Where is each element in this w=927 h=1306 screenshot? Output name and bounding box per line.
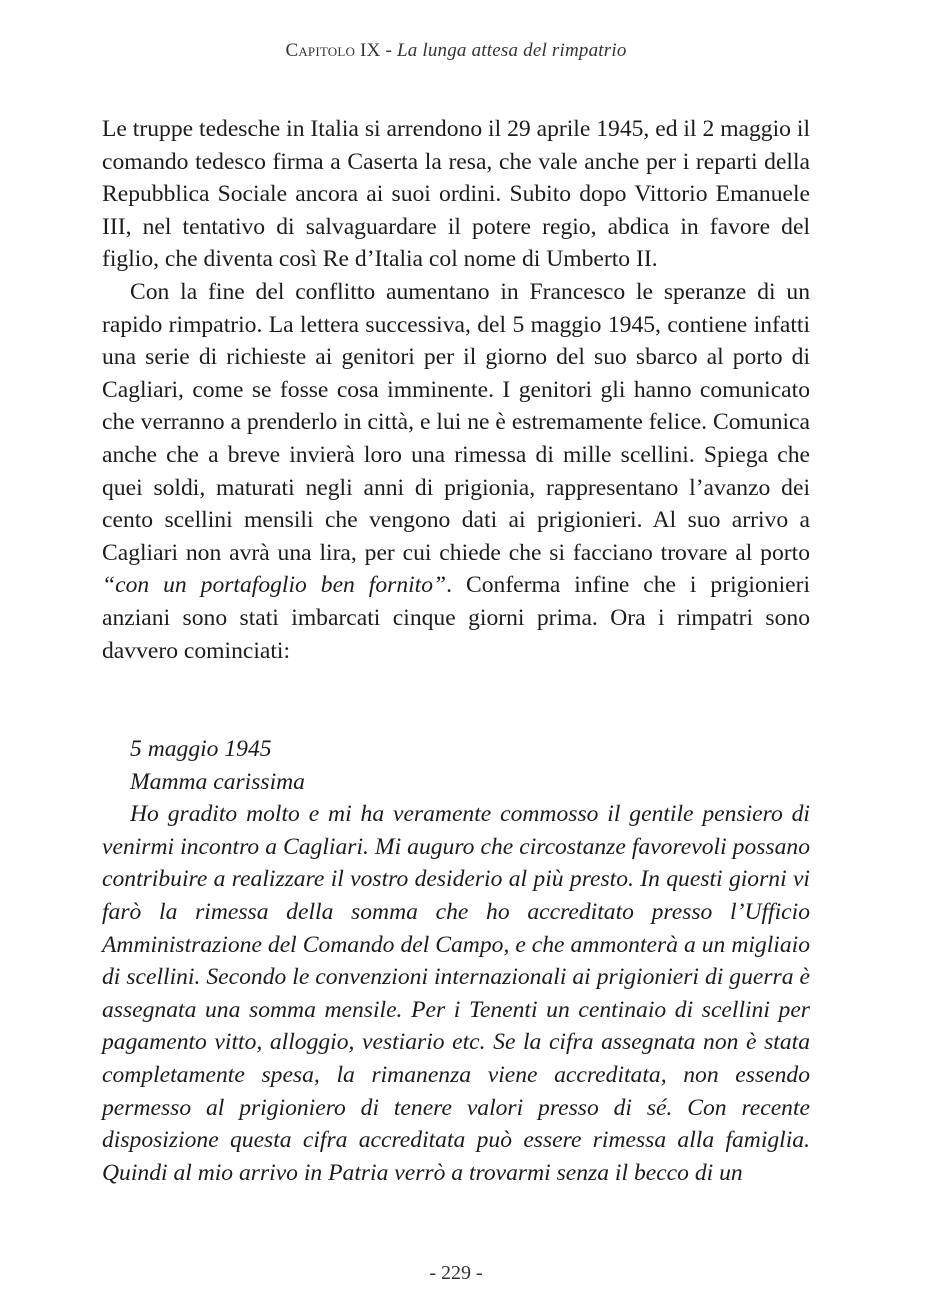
chapter-label: Capitolo IX <box>285 40 381 61</box>
letter-date: 5 maggio 1945 <box>130 736 272 762</box>
body-text <box>102 113 810 667</box>
running-header <box>102 40 810 62</box>
header-separator: - <box>380 40 397 61</box>
paragraph-2-start: Con la fine del conflitto aumentano in Francesco le speranze di un rapido rimpatrio. La lettera successiva, del 5 maggio 1945, contiene infatti una serie di richieste ai genitori per il giorno del suo sbarco al porto di Cagliari, come se fosse cosa imminente. I genitori gli hanno comunicato che verranno a prenderlo in città, e lui ne è estremamente felice. Comunica anche che a breve invierà loro una rimessa di mille scellini. Spiega che quei soldi, maturati negli anni di prigionia, rappresentano l’avanzo dei cento scellini mensili che vengono dati ai prigionieri. Al suo arrivo a Cagliari non avrà una lira, per cui chiede che si facciano trovare al porto <box>102 278 810 566</box>
letter-salutation: Mamma carissima <box>130 768 305 795</box>
page-number: - 229 - <box>429 1262 483 1284</box>
paragraph-2 <box>102 276 810 667</box>
paragraph-1: Le truppe tedesche in Italia si arrendono il 29 aprile 1945, ed il 2 maggio il comando tedesco firma a Caserta la resa, che vale anche per i reparti della Repubblica Sociale ancora ai suoi ordini. Subito dopo Vittorio Emanuele III, nel tentativo di salvaguardare il potere regio, abdica in favore del figlio, che diventa così Re d’Italia col nome di Umberto II. <box>102 116 810 273</box>
paragraph-2-end: . Conferma infine che i prigionieri anziani sono stati imbarcati cinque giorni prima. Ora i rimpatri sono davvero cominciati: <box>102 572 811 664</box>
quoted-letter <box>102 733 810 1189</box>
paragraph-2-quote: “con un portafoglio ben fornito” <box>102 572 447 599</box>
letter-text: Ho gradito molto e mi ha veramente commosso il gentile pensiero di venirmi incontro a Cagliari. Mi auguro che circostanze favorevoli possano contribuire a realizzare il vostro desiderio al più presto. In questi giorni vi farò la rimessa della somma che ho accreditato presso l’Ufficio Amministrazione del Comando del Campo, e che ammonterà a un migliaio di scellini. Secondo le convenzioni internazionali ai prigionieri di guerra è assegnata una somma mensile. Per i Tenenti un centinaio di scellini per pagamento vitto, alloggio, vestiario etc. Se la cifra assegnata non è stata completamente spesa, la rimanenza viene accreditata, non essendo permesso al prigioniero di tenere valori presso di sé. Con recente disposizione questa cifra accreditata può essere rimessa alla famiglia. Quindi al mio arrivo in Patria verrò a trovarmi senza il becco di un <box>102 801 810 1186</box>
chapter-subtitle: La lunga attesa del rimpatrio <box>396 40 627 61</box>
